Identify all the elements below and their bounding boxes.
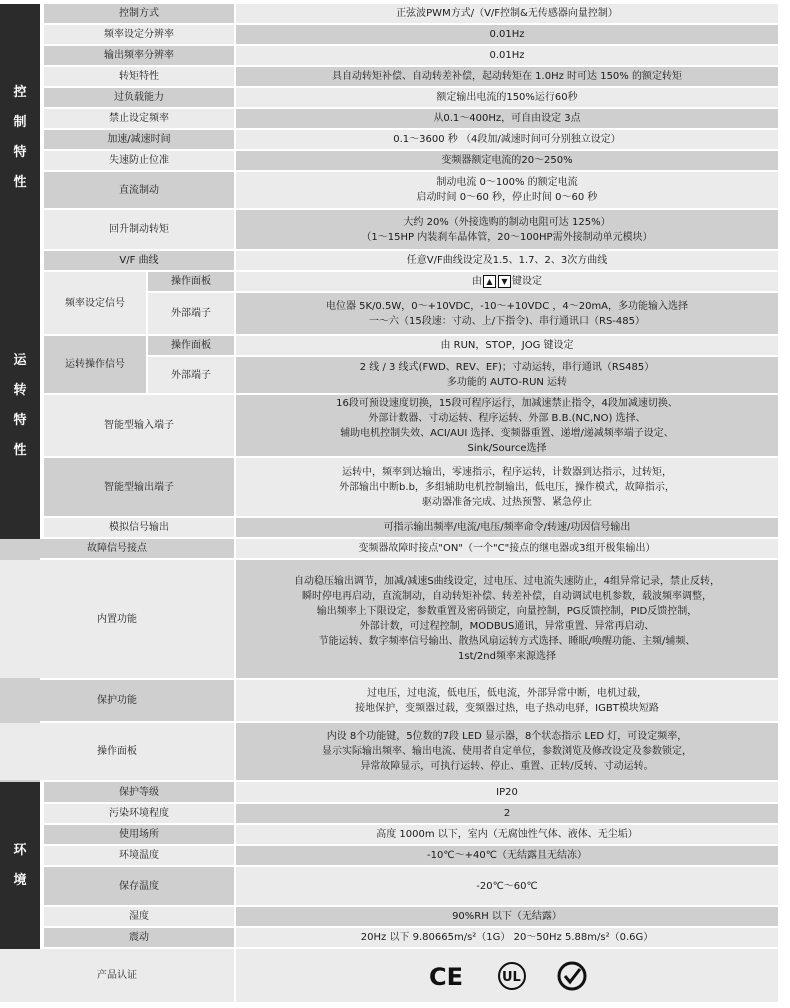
spec-key-label: 转矩特性	[119, 71, 159, 82]
spec-value	[236, 518, 778, 537]
spec-key-label: 湿度	[129, 911, 149, 922]
spec-key	[44, 210, 234, 249]
spec-value	[236, 928, 778, 947]
spec-key-label: 智能型输入端子	[104, 420, 174, 431]
spec-key-label: 产品认证	[97, 970, 137, 981]
spec-key-label: 模拟信号输出	[109, 522, 169, 533]
section-title: 环境	[13, 842, 27, 888]
section-title: 控制特性	[13, 85, 27, 190]
spec-value	[236, 723, 778, 780]
spec-value	[236, 560, 778, 678]
ce-mark-text: CE	[429, 962, 464, 989]
spec-value-text: 任意V/F曲线设定及1.5、1.7、2、3次方曲线	[406, 255, 608, 266]
spec-key	[44, 67, 234, 86]
spec-key	[44, 928, 234, 947]
ce-mark-icon	[427, 963, 467, 989]
spec-key	[44, 172, 234, 208]
spec-key-label: 控制方式	[119, 8, 159, 19]
spec-key-label: 回升制动转矩	[109, 224, 169, 235]
spec-key-label: 保存温度	[119, 880, 159, 892]
spec-key-label: 使用场所	[119, 829, 159, 840]
section-label	[0, 782, 40, 949]
spec-value	[236, 151, 778, 170]
spec-key	[44, 782, 234, 802]
spec-key-label: 震动	[129, 932, 149, 943]
spec-value-text: 具自动转矩补偿、自动转差补偿，起动转矩在 1.0Hz 时可达 150% 的额定转矩	[332, 71, 682, 82]
spec-key	[0, 723, 234, 780]
section-label	[0, 272, 40, 539]
spec-key	[44, 458, 234, 516]
spec-key-label: 操作面板	[97, 746, 137, 757]
spec-value-text: 大约 20%（外接选购的制动电阻可达 125%） （1～15HP 内装刹车晶体管，20～100HP需外接制动单元模块）	[361, 216, 653, 243]
spec-key-label: 运转操作信号	[65, 359, 125, 370]
spec-value-text: IP20	[496, 786, 518, 798]
spec-value-text: 高度 1000m 以下，室内（无腐蚀性气体、液体、无尘垢）	[376, 829, 638, 840]
spec-value	[236, 88, 778, 107]
spec-key	[0, 949, 234, 1002]
spec-key-label: 保护等级	[119, 786, 159, 798]
spec-value-text: 键设定	[512, 276, 542, 287]
spec-key	[44, 846, 234, 865]
spec-key-label: 故障信号接点	[87, 543, 147, 554]
spec-key	[44, 804, 234, 823]
spec-value	[236, 210, 778, 249]
spec-value-text: 运转中，频率到达输出，零速指示，程序运转，计数器到达指示，过转矩， 外部输出中断b.b，多组辅助电机控制输出，低电压，操作模式，故障指示， 驱动器准备完成、过热预警、紧急停止	[339, 466, 675, 508]
spec-key	[0, 539, 234, 558]
section-title: 运转特性	[13, 352, 27, 458]
spec-key-label: 保护功能	[97, 695, 137, 706]
spec-key-label: 频率设定信号	[65, 297, 125, 309]
spec-value	[236, 336, 778, 355]
spec-value	[236, 357, 778, 393]
spec-value-text: 20Hz 以下 9.80665m/s²（1G） 20～50Hz 5.88m/s²（0.6G）	[360, 932, 654, 943]
spec-value	[236, 680, 778, 721]
spec-value-text: 正弦波PWM方式/（V/F控制&无传感器向量控制）	[396, 8, 618, 19]
spec-key	[44, 88, 234, 107]
spec-value	[236, 846, 778, 865]
spec-key	[44, 46, 234, 65]
spec-value	[236, 130, 778, 149]
spec-value-text: -10℃～+40℃（无结露且无结冻）	[427, 850, 587, 861]
spec-value	[236, 867, 778, 905]
spec-key	[44, 867, 234, 905]
spec-key-label: 失速防止位准	[109, 155, 169, 166]
spec-key-label: 内置功能	[97, 613, 137, 625]
spec-value	[236, 539, 778, 558]
spec-value	[236, 272, 778, 291]
spec-value-text: 内设 8个功能键，5位数的7段 LED 显示器，8个状态指示 LED 灯，可设定频率， 显示实际输出频率、输出电流、使用者自定单位，参数浏览及修改设定及参数锁定， 异常故障显示，可执行运转、停止、重置、正转/反转、寸动运转。	[322, 731, 692, 772]
spec-subkey-label: 外部端子	[171, 308, 211, 319]
ul-mark-icon	[489, 961, 535, 991]
spec-value	[236, 458, 778, 516]
spec-value-text: 2 线 / 3 线式(FWD、REV、EF)；寸动运转，串行通讯（RS485） 多功能的 AUTO-RUN 运转	[359, 362, 655, 388]
spec-value-text: 由 RUN，STOP，JOG 键设定	[440, 340, 574, 351]
spec-value-text: 90%RH 以下（无结露）	[452, 911, 562, 922]
spec-value	[236, 172, 778, 208]
spec-key	[44, 336, 146, 393]
spec-value	[236, 4, 778, 23]
spec-subkey-label: 外部端子	[171, 369, 211, 381]
spec-key-label: 环境温度	[119, 850, 159, 861]
spec-value-text: -20℃～60℃	[476, 880, 538, 892]
spec-value	[236, 67, 778, 86]
spec-key	[0, 680, 234, 721]
spec-value-text: 由	[472, 276, 482, 287]
spec-value	[236, 109, 778, 128]
spec-value-text: 过电压，过电流，低电压，低电流，外部异常中断，电机过载， 接地保护，变频器过载，变频器过热，电子热动电驿，IGBT模块短路	[355, 687, 659, 714]
spec-key	[44, 130, 234, 149]
spec-key	[0, 560, 234, 678]
spec-key	[44, 25, 234, 44]
spec-value	[236, 825, 778, 844]
spec-key	[44, 395, 234, 456]
section-label	[0, 4, 40, 272]
spec-value-text: 自动稳压输出调节，加减/减速S曲线设定，过电压、过电流失速防止，4组异常记录，禁止反转， 瞬时停电再启动，直流制动，自动转矩补偿、转差补偿，自动调试电机参数，载波频率调整， 输出频率上下限设定，参数重置及密码锁定，向量控制，PG反馈控制，PID反馈控制， 外部计数，可过程控制，MODBUS通讯，异常重置、异常再启动、 节能运转、数字频率信号输出、散热风扇运转方式选择、睡眠/唤醒功能、主频/辅频、 1st/2nd频率来源选择	[293, 576, 721, 662]
spec-value	[236, 25, 778, 44]
spec-key	[44, 907, 234, 926]
up-key-icon: ▲	[483, 275, 496, 288]
spec-value-text: 0.1～3600 秒 （4段加/减速时间可分别独立设定）	[393, 134, 621, 145]
spec-value	[236, 782, 778, 802]
spec-value	[236, 46, 778, 65]
spec-subkey	[148, 357, 234, 393]
spec-value	[236, 395, 778, 456]
spec-value-text: 从0.1～400Hz，可自由设定 3点	[433, 113, 581, 124]
spec-value-text: 16段可预设速度切换，15段可程序运行，加减速禁止指令，4段加减速切换、 外部计数器、寸动运转、程序运转、外部 B.B.(NC,NO) 选择、 辅助电机控制失效、ACI/AUI 选择、变频器重置、递增/递减频率端子设定、 Sink/Source选择	[336, 397, 678, 454]
spec-subkey-label: 操作面板	[171, 276, 211, 287]
spec-key	[44, 518, 234, 537]
spec-key-label: 禁止设定频率	[109, 113, 169, 124]
spec-value	[236, 251, 778, 270]
spec-key-label: 污染环境程度	[109, 808, 169, 819]
spec-value-text: 额定输出电流的150%运行60秒	[436, 92, 578, 103]
spec-value-text: 电位器 5K/0.5W，0～+10VDC，-10～+10VDC ，4～20mA，多功能输入选择 一～六（15段速：寸动、上/下指令)、串行通讯口（RS-485）	[325, 300, 689, 327]
spec-key-label: 直流制动	[119, 184, 159, 196]
spec-key	[44, 151, 234, 170]
ul-mark-text: UL	[502, 969, 521, 985]
spec-value	[236, 907, 778, 926]
spec-key	[44, 825, 234, 844]
spec-subkey-label: 操作面板	[171, 340, 211, 351]
spec-value-text: 可指示输出频率/电流/电压/频率命令/转速/功因信号输出	[383, 522, 631, 533]
spec-value-text: 变频器额定电流的20～250%	[441, 155, 573, 166]
down-key-icon: ▼	[498, 275, 511, 288]
spec-key-label: 输出频率分辨率	[104, 50, 174, 61]
spec-subkey	[148, 272, 234, 291]
c-tick-mark-icon	[557, 961, 587, 991]
spec-subkey	[148, 293, 234, 334]
spec-value-text: 变频器故障时接点"ON"（一个"C"接点的继电器或3组开极集输出）	[358, 543, 656, 554]
spec-key-label: 智能型输出端子	[104, 481, 174, 493]
spec-subkey	[148, 336, 234, 355]
spec-key	[44, 272, 146, 334]
spec-value-text: 0.01Hz	[489, 29, 525, 40]
spec-value	[236, 949, 778, 1002]
spec-value	[236, 293, 778, 334]
spec-key	[44, 109, 234, 128]
spec-key	[44, 4, 234, 23]
spec-key-label: 过负载能力	[114, 92, 164, 103]
spec-key-label: V/F 曲线	[119, 255, 159, 266]
spec-value-text: 制动电流 0～100% 的额定电流 启动时间 0～60 秒，停止时间 0～60 秒	[416, 177, 598, 203]
spec-value-text: 0.01Hz	[489, 50, 525, 61]
spec-value	[236, 804, 778, 823]
spec-key	[44, 251, 234, 270]
spec-key-label: 频率设定分辨率	[104, 29, 174, 40]
spec-value-text: 2	[503, 808, 511, 819]
spec-key-label: 加速/减速时间	[107, 134, 171, 145]
